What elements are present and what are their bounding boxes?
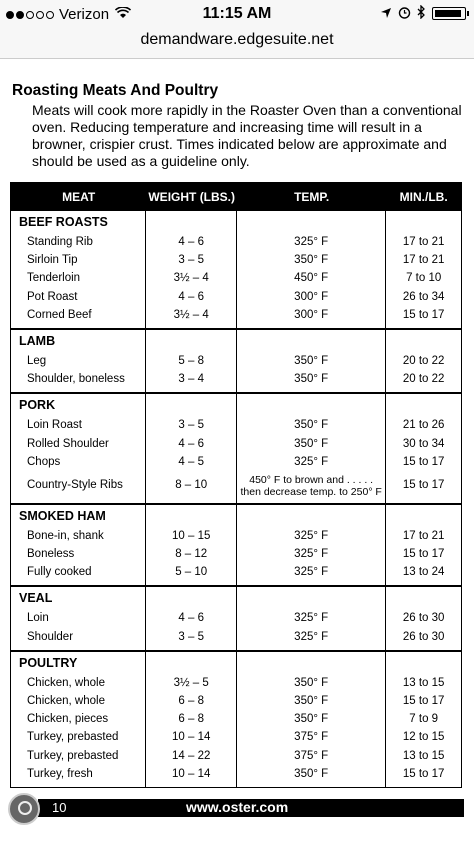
roasting-table — [10, 182, 462, 788]
minlb-column — [386, 211, 461, 328]
minlb-column — [386, 394, 461, 503]
weight-cell: 3 – 4 — [178, 373, 204, 386]
meat-cell: Turkey, fresh — [27, 767, 93, 780]
minlb-column — [386, 505, 461, 586]
meat-cell: Corned Beef — [27, 308, 92, 321]
bluetooth-icon — [417, 5, 426, 22]
weight-cell: 8 – 10 — [175, 478, 208, 491]
meat-cell: Chicken, whole — [27, 695, 105, 707]
group-title: PORK — [19, 398, 56, 413]
table-group — [11, 650, 461, 787]
meat-column — [11, 211, 146, 328]
minlb-cell: 17 to 21 — [402, 236, 445, 248]
meat-column — [11, 394, 146, 503]
header-meat: MEAT — [62, 190, 96, 204]
minlb-cell: 20 to 22 — [402, 354, 445, 367]
temp-cell: 350° F — [294, 767, 329, 780]
minlb-cell: 26 to 30 — [402, 630, 445, 643]
meat-cell: Loin — [27, 612, 49, 625]
group-title: BEEF ROASTS — [19, 215, 108, 229]
temp-column — [237, 211, 386, 328]
temp-cell: 350° F — [294, 695, 329, 707]
table-group — [11, 585, 461, 649]
temp-cell: 350° F — [294, 254, 329, 267]
temp-cell: 375° F — [294, 731, 329, 744]
temp-line-2: then decrease temp. to 250° F — [240, 485, 382, 498]
group-title: LAMB — [19, 333, 56, 348]
minlb-column — [386, 587, 461, 649]
weight-cell: 4 – 6 — [178, 437, 204, 450]
temp-line-1: 450° F to brown and . . . . . — [249, 473, 374, 486]
weight-column — [146, 394, 237, 503]
meat-cell: Standing Rib — [27, 236, 93, 248]
temp-cell: 325° F — [294, 630, 329, 643]
minlb-cell: 15 to 17 — [402, 455, 445, 468]
minlb-column — [386, 330, 461, 392]
weight-cell: 4 – 6 — [178, 612, 204, 625]
temp-cell: 325° F — [294, 236, 329, 248]
group-title: VEAL — [19, 591, 53, 606]
meat-cell: Shoulder, boneless — [27, 373, 125, 386]
weight-cell: 14 – 22 — [172, 749, 211, 762]
temp-cell: 300° F — [294, 290, 329, 303]
minlb-cell: 17 to 21 — [402, 254, 445, 267]
weight-cell: 5 – 10 — [175, 566, 208, 579]
weight-column — [146, 505, 237, 586]
meat-cell: Tenderloin — [27, 272, 81, 285]
weight-cell: 4 – 6 — [178, 290, 204, 303]
temp-cell: 450° F — [294, 272, 329, 285]
meat-cell: Turkey, prebasted — [27, 749, 119, 762]
weight-cell: 6 – 8 — [178, 713, 204, 726]
temp-column — [237, 587, 386, 649]
minlb-cell: 15 to 17 — [402, 695, 445, 707]
meat-cell: Loin Roast — [27, 419, 82, 432]
meat-column — [11, 587, 146, 649]
weight-column — [146, 211, 237, 328]
weight-cell: 6 – 8 — [178, 695, 204, 707]
temp-cell: 375° F — [294, 749, 329, 762]
minlb-cell: 15 to 17 — [402, 548, 445, 561]
temp-cell: 350° F — [294, 354, 329, 367]
status-time: 11:15 AM — [202, 5, 272, 22]
intro-paragraph: Meats will cook more rapidly in the Roaster Oven than a conventional oven. Reducing temperature and increasing time will result in a browner, crispier crust. Times indicated below are approximate and should be used as a guideline only. — [32, 102, 462, 169]
location-arrow-icon — [380, 6, 392, 22]
weight-cell: 5 – 8 — [178, 354, 204, 367]
meat-cell: Bone-in, shank — [27, 529, 104, 542]
minlb-cell: 7 to 9 — [409, 713, 439, 726]
temp-cell: 325° F — [294, 612, 329, 625]
temp-column — [237, 505, 386, 586]
table-header — [11, 183, 461, 211]
footer-website: www.oster.com — [186, 799, 289, 815]
temp-cell — [237, 471, 385, 499]
minlb-cell: 15 to 17 — [402, 308, 445, 321]
minlb-cell: 21 to 26 — [402, 419, 445, 432]
page-number: 10 — [52, 800, 67, 815]
minlb-cell: 12 to 15 — [402, 731, 445, 744]
page-footer — [0, 795, 474, 841]
meat-cell: Chops — [27, 455, 61, 468]
temp-cell: 350° F — [294, 437, 329, 450]
weight-cell: 10 – 14 — [172, 767, 211, 780]
weight-cell: 4 – 5 — [178, 455, 204, 468]
weight-cell: 3 – 5 — [178, 254, 204, 267]
meat-cell: Boneless — [27, 548, 75, 561]
meat-cell: Chicken, pieces — [27, 713, 109, 726]
table-group — [11, 211, 461, 328]
meat-cell: Fully cooked — [27, 566, 92, 579]
carrier-label: Verizon — [59, 6, 110, 23]
meat-cell: Turkey, prebasted — [27, 731, 119, 744]
table-body — [11, 211, 461, 787]
header-temp: TEMP. — [294, 190, 330, 204]
weight-cell: 3 – 5 — [178, 419, 204, 432]
weight-cell: 10 – 14 — [172, 731, 211, 744]
minlb-cell: 13 to 15 — [402, 749, 445, 762]
temp-cell: 350° F — [294, 676, 329, 689]
weight-column — [146, 587, 237, 649]
meat-column — [11, 652, 146, 787]
weight-cell: 3½ – 4 — [173, 272, 209, 285]
group-title: POULTRY — [19, 655, 78, 670]
url-bar[interactable] — [0, 30, 474, 59]
status-bar — [0, 0, 474, 30]
meat-column — [11, 505, 146, 586]
footer-bar — [38, 799, 464, 817]
weight-cell: 3 – 5 — [178, 630, 204, 643]
minlb-cell: 26 to 34 — [402, 290, 445, 303]
header-weight: WEIGHT (LBS.) — [148, 190, 236, 204]
url-text[interactable]: demandware.edgesuite.net — [140, 31, 334, 48]
temp-cell: 325° F — [294, 455, 329, 468]
zoom-lens-icon — [8, 793, 40, 825]
table-group — [11, 328, 461, 392]
meat-cell: Leg — [27, 354, 47, 367]
temp-cell: 325° F — [294, 548, 329, 561]
minlb-cell: 15 to 17 — [402, 478, 445, 491]
status-icons — [380, 5, 466, 22]
minlb-cell: 26 to 30 — [402, 612, 445, 625]
minlb-column — [386, 652, 461, 787]
temp-column — [237, 394, 386, 503]
table-group — [11, 392, 461, 503]
minlb-cell: 13 to 15 — [402, 676, 445, 689]
meat-cell: Rolled Shoulder — [27, 437, 109, 450]
temp-column — [237, 652, 386, 787]
weight-column — [146, 652, 237, 787]
meat-cell: Chicken, whole — [27, 676, 105, 689]
weight-cell: 10 – 15 — [172, 529, 211, 542]
temp-column — [237, 330, 386, 392]
weight-cell: 4 – 6 — [178, 236, 204, 248]
temp-cell: 300° F — [294, 308, 329, 321]
minlb-cell: 7 to 10 — [406, 272, 442, 285]
temp-cell: 350° F — [294, 419, 329, 432]
meat-cell: Country-Style Ribs — [27, 478, 123, 491]
temp-cell: 325° F — [294, 529, 329, 542]
minlb-cell: 17 to 21 — [402, 529, 445, 542]
weight-cell: 3½ – 5 — [173, 676, 209, 689]
temp-cell: 350° F — [294, 713, 329, 726]
meat-column — [11, 330, 146, 392]
meat-cell: Pot Roast — [27, 290, 78, 303]
weight-column — [146, 330, 237, 392]
temp-cell: 325° F — [294, 566, 329, 579]
weight-cell: 3½ – 4 — [173, 308, 209, 321]
meat-cell: Shoulder — [27, 630, 74, 643]
page-title: Roasting Meats And Poultry — [12, 82, 219, 99]
alarm-clock-icon — [398, 6, 411, 22]
battery-icon — [432, 7, 466, 20]
temp-cell: 350° F — [294, 373, 329, 386]
meat-cell: Sirloin Tip — [27, 254, 78, 267]
minlb-cell: 20 to 22 — [402, 373, 445, 386]
table-group — [11, 503, 461, 586]
header-minlb: MIN./LB. — [399, 190, 448, 204]
minlb-cell: 15 to 17 — [402, 767, 445, 780]
minlb-cell: 30 to 34 — [402, 437, 445, 450]
weight-cell: 8 – 12 — [175, 548, 208, 561]
group-title: SMOKED HAM — [19, 508, 106, 523]
minlb-cell: 13 to 24 — [402, 566, 445, 579]
